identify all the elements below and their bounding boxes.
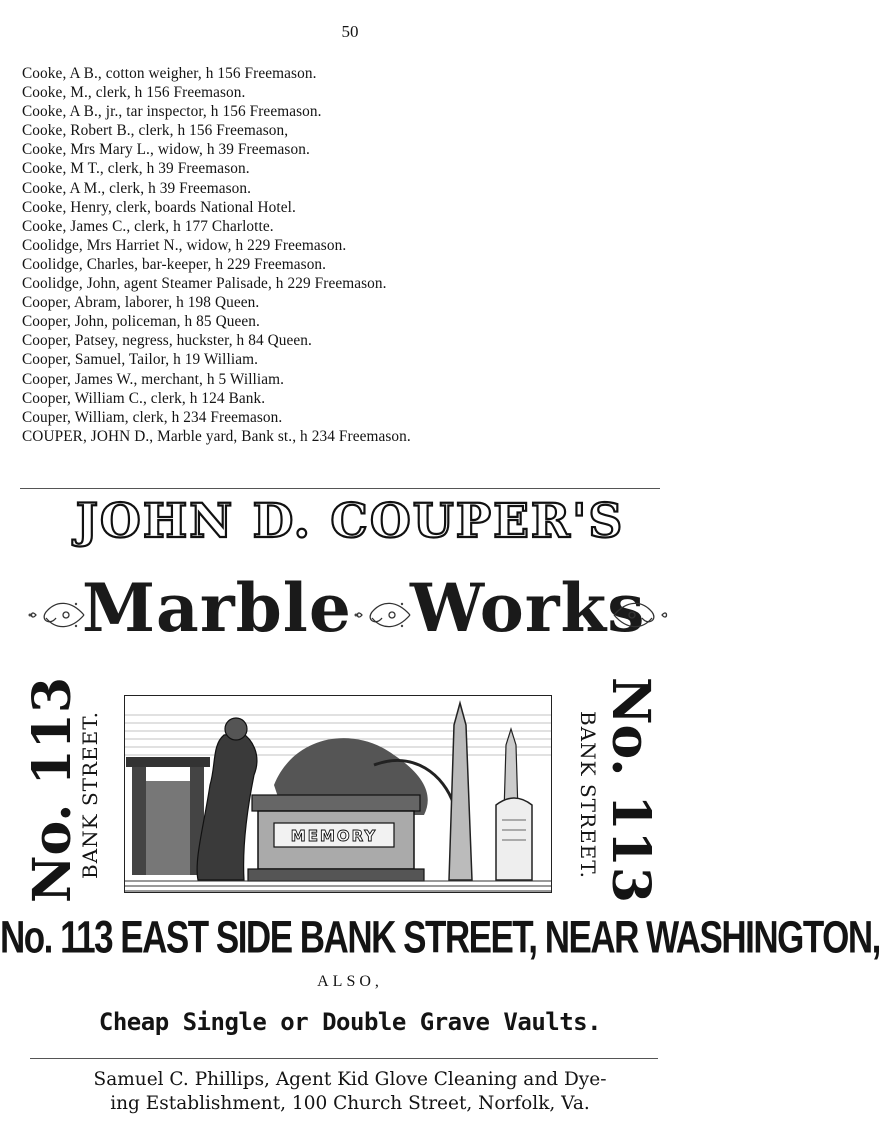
flourish-ornament-icon bbox=[612, 590, 672, 640]
listing-entry: COUPER, JOHN D., Marble yard, Bank st., h 234 Freemason. bbox=[22, 427, 411, 445]
listing-entry: Cooper, James W., merchant, h 5 William. bbox=[22, 370, 285, 388]
memorial-engraving bbox=[124, 695, 552, 893]
listing-entry: Cooke, M., clerk, h 156 Freemason. bbox=[22, 84, 246, 102]
gothic-word-marble: Marble bbox=[82, 569, 352, 647]
listing-entry: Cooke, James C., clerk, h 177 Charlotte. bbox=[22, 217, 274, 235]
also-label: ALSO, bbox=[317, 973, 383, 990]
listing-entry: Couper, William, clerk, h 234 Freemason. bbox=[22, 408, 283, 426]
section-divider bbox=[30, 1058, 658, 1059]
section-divider bbox=[20, 488, 660, 489]
page-number: 50 bbox=[341, 22, 359, 41]
advertisement-title: JOHN D. COUPER'S bbox=[75, 494, 625, 549]
side-number-right: No. 113 bbox=[600, 676, 661, 904]
side-number-left: No. 113 bbox=[22, 676, 83, 904]
listing-entry: Cooper, Samuel, Tailor, h 19 William. bbox=[22, 351, 259, 369]
mantel-icon bbox=[126, 757, 210, 767]
listing-entry: Cooke, A M., clerk, h 39 Freemason. bbox=[22, 179, 252, 197]
flourish-ornament-icon bbox=[352, 590, 412, 640]
side-street-left: BANK STREET. bbox=[78, 711, 102, 879]
footer-line-1: Samuel C. Phillips, Agent Kid Glove Cleaning and Dye- bbox=[93, 1069, 607, 1090]
listing-entry: Cooke, Henry, clerk, boards National Hotel. bbox=[22, 198, 296, 216]
directory-listings bbox=[22, 64, 682, 446]
monument-inscription: MEMORY bbox=[290, 827, 378, 845]
listing-entry: Coolidge, Mrs Harriet N., widow, h 229 Freemason. bbox=[22, 236, 347, 254]
obelisk-icon bbox=[449, 703, 472, 880]
listing-entry: Coolidge, John, agent Steamer Palisade, h 229 Freemason. bbox=[22, 275, 387, 293]
footer-advertisement bbox=[0, 1068, 700, 1116]
gothic-word-works: Works bbox=[410, 569, 646, 647]
grave-vaults-line: Cheap Single or Double Grave Vaults. bbox=[98, 1008, 602, 1036]
flourish-ornament-icon bbox=[26, 590, 86, 640]
listing-entry: Cooke, A B., cotton weigher, h 156 Freemason. bbox=[22, 65, 317, 82]
listing-entry: Cooke, M T., clerk, h 39 Freemason. bbox=[22, 160, 250, 178]
listing-entry: Cooke, A B., jr., tar inspector, h 156 Freemason. bbox=[22, 103, 322, 121]
headstone-icon bbox=[496, 798, 532, 880]
listing-entry: Cooper, Abram, laborer, h 198 Queen. bbox=[22, 294, 260, 312]
listing-entry: Cooke, Robert B., clerk, h 156 Freemason, bbox=[22, 122, 289, 140]
listing-entry: Coolidge, Charles, bar-keeper, h 229 Freemason. bbox=[22, 255, 327, 273]
listing-entry: Cooper, John, policeman, h 85 Queen. bbox=[22, 313, 260, 331]
address-line: No. 113 EAST SIDE BANK STREET, NEAR WASHINGTON, bbox=[0, 912, 880, 963]
listing-entry: Cooper, William C., clerk, h 124 Bank. bbox=[22, 389, 266, 407]
side-street-right: BANK STREET. bbox=[576, 711, 600, 879]
listing-entry: Cooper, Patsey, negress, huckster, h 84 Queen. bbox=[22, 332, 312, 350]
listing-entry: Cooke, Mrs Mary L., widow, h 39 Freemason. bbox=[22, 141, 310, 159]
footer-line-2: ing Establishment, 100 Church Street, Norfolk, Va. bbox=[110, 1093, 590, 1114]
